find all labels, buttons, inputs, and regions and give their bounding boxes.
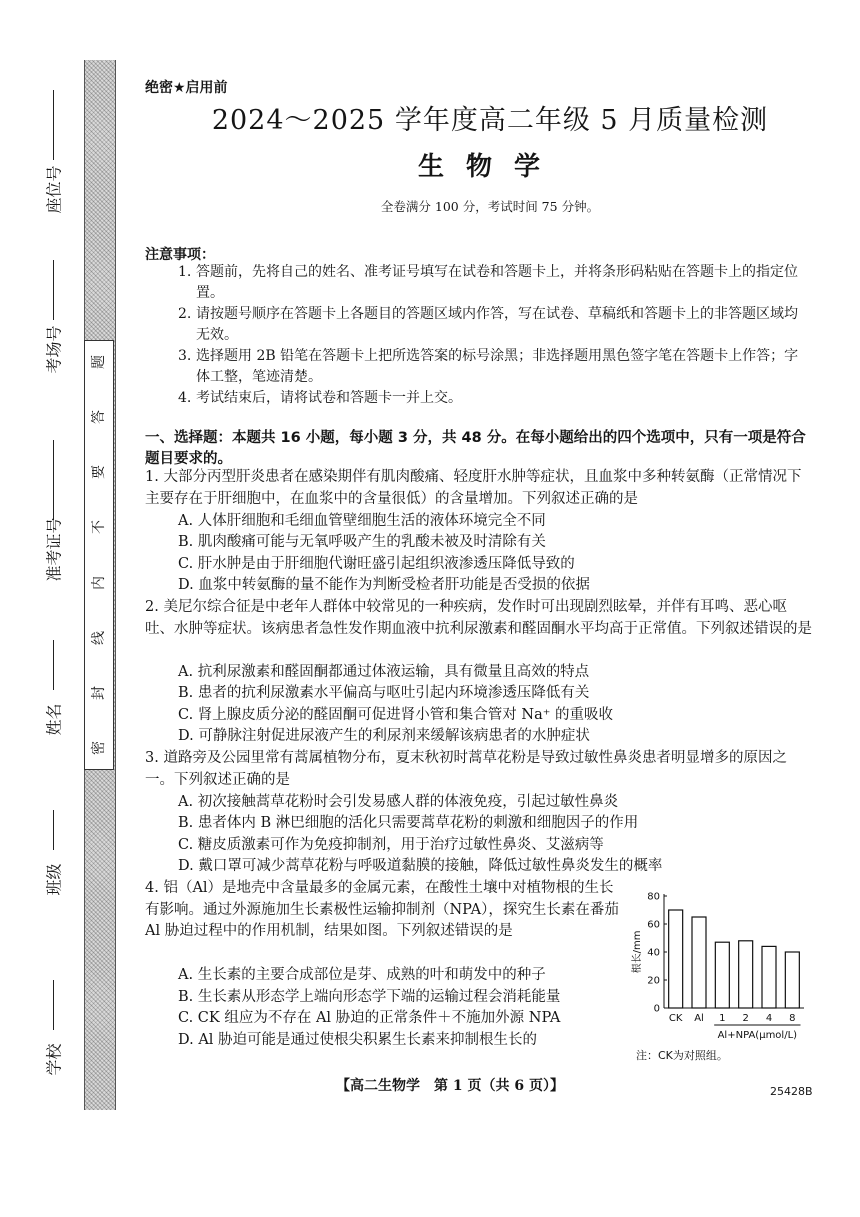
note-text: 答题前，先将自己的姓名、准考证号填写在试卷和答题卡上，并将条形码粘贴在答题卡上的指定位置。 (196, 264, 798, 301)
note-text: 选择题用 2B 铅笔在答题卡上把所选答案的标号涂黑；非选择题用黑色签字笔在答题卡上作答；字体工整，笔迹清楚。 (196, 348, 799, 385)
seal-char: 要 (91, 465, 107, 480)
option-2c: C. 肾上腺皮质分泌的醛固酮可促进肾小管和集合管对 Na⁺ 的重吸收 (178, 707, 613, 723)
class-field[interactable] (30, 810, 76, 909)
question-stem-3: 3. 道路旁及公园里常有蒿属植物分布，夏末秋初时蒿草花粉是导致过敏性鼻炎患者明显增多的原因之一。下列叙述正确的是 (145, 750, 787, 788)
note-item (178, 304, 808, 346)
admission-number-label: 准考证号 (44, 517, 64, 582)
paper-code: 25428B (770, 1085, 813, 1098)
school-field[interactable] (30, 980, 76, 1089)
school-label: 学校 (44, 1043, 64, 1076)
note-item (178, 388, 808, 409)
option-3c: C. 糖皮质激素可作为免疫抑制剂，用于治疗过敏性鼻炎、艾滋病等 (178, 837, 604, 853)
y-tick-label: 40 (647, 947, 660, 959)
x-tick-label: 4 (765, 1013, 773, 1024)
option-2b: B. 患者的抗利尿激素水平偏高与呕吐引起内环境渗透压降低有关 (178, 685, 590, 701)
seal-char: 题 (91, 355, 107, 369)
note-index: 2. (178, 306, 192, 322)
x-tick-label: CK (668, 1013, 683, 1024)
note-item (178, 346, 808, 388)
note-index: 3. (178, 348, 192, 364)
name-label: 姓名 (44, 703, 64, 736)
admission-number-field[interactable] (30, 440, 76, 582)
option-3a: A. 初次接触蒿草花粉时会引发易感人群的体液免疫，引起过敏性鼻炎 (178, 794, 619, 810)
option-4c: C. CK 组应为不存在 Al 胁迫的正常条件＋不施加外源 NPA (178, 1010, 561, 1026)
note-item (178, 262, 808, 304)
group-label: Al+NPA(μmol/L) (717, 1030, 798, 1041)
seal-char: 内 (91, 575, 107, 590)
option-4b: B. 生长素从形态学上端向形态学下端的运输过程会消耗能量 (178, 989, 561, 1005)
subject-title: 生物学 (417, 152, 562, 182)
bar (762, 946, 776, 1008)
note-text: 请按题号顺序在答题卡上各题目的答题区域内作答，写在试卷、草稿纸和答题卡上的非答题区域均无效。 (196, 306, 798, 343)
section-heading: 一、选择题：本题共 16 小题，每小题 3 分，共 48 分。在每小题给出的四个选项中，只有一项是符合题目要求的。 (145, 430, 806, 467)
class-label: 班级 (44, 863, 64, 896)
root-length-chart (630, 870, 815, 1050)
seat-number-label: 座位号 (44, 165, 64, 214)
option-4d: D. Al 胁迫可能是通过使根尖积累生长素来抑制根生长的 (178, 1032, 538, 1048)
exam-title: 2024～2025 学年度高二年级 5 月质量检测 (211, 105, 769, 136)
chart-note: 注：CK为对照组。 (636, 1049, 728, 1062)
seal-char: 密 (91, 740, 107, 755)
note-text: 考试结束后，请将试卷和答题卡一并上交。 (196, 390, 462, 406)
seal-char: 不 (91, 520, 107, 535)
bar (692, 917, 706, 1008)
y-tick-label: 0 (653, 1003, 660, 1015)
option-4a: A. 生长素的主要合成部位是芽、成熟的叶和萌发中的种子 (178, 967, 546, 983)
option-2d: D. 可静脉注射促进尿液产生的利尿剂来缓解该病患者的水肿症状 (178, 728, 590, 744)
exam-room-label: 考场号 (44, 325, 64, 374)
question-stem-1: 1. 大部分丙型肝炎患者在感染期伴有肌肉酸痛、轻度肝水肿等症状，且血浆中多种转氨酶（正常情况下主要存在于肝细胞中，在血浆中的含量很低）的含量增加。下列叙述正确的是 (145, 469, 802, 507)
option-1b: B. 肌肉酸痛可能与无氧呼吸产生的乳酸未被及时清除有关 (178, 534, 546, 550)
seal-line-box (84, 340, 114, 770)
seal-char: 线 (91, 630, 107, 645)
option-3d: D. 戴口罩可减少蒿草花粉与呼吸道黏膜的接触，降低过敏性鼻炎发生的概率 (178, 858, 663, 874)
x-tick-label: 2 (742, 1013, 749, 1024)
x-tick-label: Al (694, 1013, 704, 1024)
note-index: 4. (178, 390, 192, 406)
note-index: 1. (178, 264, 192, 280)
notes-heading: 注意事项： (145, 247, 215, 263)
y-axis-label: 根长/mm (632, 930, 643, 974)
option-1a: A. 人体肝细胞和毛细血管壁细胞生活的液体环境完全不同 (178, 513, 546, 529)
bar (669, 910, 683, 1008)
y-tick-label: 80 (647, 891, 660, 903)
option-2a: A. 抗利尿激素和醛固酮都通过体液运输，具有微量且高效的特点 (178, 664, 590, 680)
option-1d: D. 血浆中转氨酶的量不能作为判断受检者肝功能是否受损的依据 (178, 577, 590, 593)
x-tick-label: 1 (719, 1013, 726, 1024)
bar (785, 952, 799, 1008)
bar (739, 941, 753, 1008)
confidential-mark: 绝密★启用前 (145, 80, 228, 96)
bar (715, 942, 729, 1008)
seal-char: 答 (91, 410, 107, 425)
question-stem-4: 4. 铝（Al）是地壳中含量最多的金属元素，在酸性土壤中对植物根的生长有影响。通过外源施加生长素极性运输抑制剂（NPA），探究生长素在番茄 Al 胁迫过程中的作用机制，结果如图。下列叙述错误的是 (145, 880, 619, 939)
option-3b: B. 患者体内 B 淋巴细胞的活化只需要蒿草花粉的刺激和细胞因子的作用 (178, 815, 639, 831)
question-stem-2: 2. 美尼尔综合征是中老年人群体中较常见的一种疾病，发作时可出现剧烈眩晕，并伴有耳鸣、恶心呕吐、水肿等症状。该病患者急性发作期血液中抗利尿激素和醛固酮水平均高于正常值。下列叙述错误的是 (145, 599, 812, 637)
x-tick-label: 8 (789, 1013, 796, 1024)
exam-room-field[interactable] (30, 260, 76, 379)
y-tick-label: 60 (647, 919, 660, 931)
name-field[interactable] (30, 640, 76, 749)
y-tick-label: 20 (647, 975, 660, 987)
page-footer: 【高二生物学 第 1 页（共 6 页）】 (336, 1078, 564, 1094)
score-time-info: 全卷满分 100 分，考试时间 75 分钟。 (380, 199, 600, 214)
seal-char: 封 (91, 685, 107, 700)
seat-number-field[interactable] (30, 90, 76, 219)
option-1c: C. 肝水肿是由于肝细胞代谢旺盛引起组织液渗透压降低导致的 (178, 556, 575, 572)
